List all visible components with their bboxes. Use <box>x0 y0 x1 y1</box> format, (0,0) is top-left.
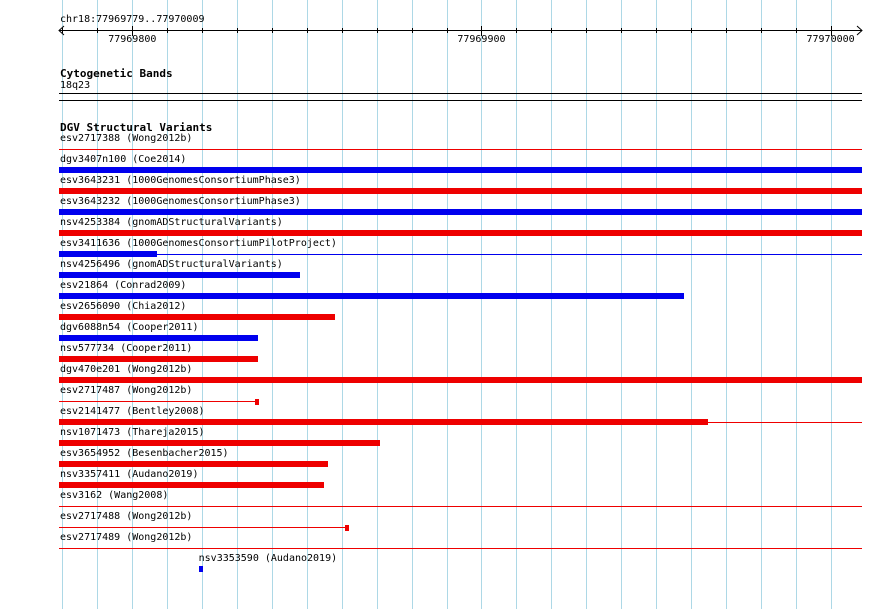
feature-label[interactable]: nsv4256496 (gnomADStructuralVariants) <box>60 259 283 270</box>
ruler-location: chr18:77969779..77970009 <box>60 14 205 25</box>
feature-bar[interactable] <box>59 167 862 173</box>
feature-line[interactable] <box>708 422 862 423</box>
feature-label[interactable]: nsv1071473 (Thareja2015) <box>60 427 205 438</box>
ruler-tick-label: 77970000 <box>806 34 855 45</box>
feature-label[interactable]: esv3654952 (Besenbacher2015) <box>60 448 229 459</box>
ruler-tick-label: 77969800 <box>108 34 157 45</box>
feature-line[interactable] <box>157 254 862 255</box>
feature-bar[interactable] <box>59 440 380 446</box>
cytoband-bar[interactable] <box>59 93 862 94</box>
feature-label[interactable]: esv3643231 (1000GenomesConsortiumPhase3) <box>60 175 301 186</box>
feature-line[interactable] <box>59 506 862 507</box>
feature-bar[interactable] <box>59 419 708 425</box>
feature-label[interactable]: esv2656090 (Chia2012) <box>60 301 187 312</box>
feature-label[interactable]: nsv4253384 (gnomADStructuralVariants) <box>60 217 283 228</box>
feature-label[interactable]: nsv577734 (Cooper2011) <box>60 343 193 354</box>
feature-label[interactable]: esv3162 (Wang2008) <box>60 490 169 501</box>
feature-label[interactable]: dgv6088n54 (Cooper2011) <box>60 322 199 333</box>
feature-label[interactable]: esv2717388 (Wong2012b) <box>60 133 193 144</box>
cytoband-track-title: Cytogenetic Bands <box>60 67 173 80</box>
dgv-track-title: DGV Structural Variants <box>60 121 213 134</box>
feature-label[interactable]: esv3411636 (1000GenomesConsortiumPilotProject) <box>60 238 337 249</box>
feature-label[interactable]: esv2717489 (Wong2012b) <box>60 532 193 543</box>
feature-label[interactable]: dgv3407n100 (Coe2014) <box>60 154 187 165</box>
section-divider <box>59 100 862 101</box>
feature-bar[interactable] <box>59 335 258 341</box>
feature-bar[interactable] <box>59 230 862 236</box>
feature-bar[interactable] <box>59 272 300 278</box>
feature-end-box[interactable] <box>255 399 259 405</box>
feature-bar[interactable] <box>59 188 862 194</box>
feature-bar[interactable] <box>59 293 684 299</box>
feature-line[interactable] <box>59 548 862 549</box>
feature-bar[interactable] <box>59 209 862 215</box>
feature-end-box[interactable] <box>345 525 349 531</box>
feature-label[interactable]: dgv470e201 (Wong2012b) <box>60 364 193 375</box>
feature-bar[interactable] <box>59 251 157 257</box>
feature-label[interactable]: esv2141477 (Bentley2008) <box>60 406 205 417</box>
feature-line[interactable] <box>59 149 862 150</box>
feature-line[interactable] <box>59 401 255 402</box>
cytoband-label[interactable]: 18q23 <box>60 80 91 91</box>
feature-label[interactable]: esv2717488 (Wong2012b) <box>60 511 193 522</box>
feature-bar[interactable] <box>199 566 203 572</box>
feature-bar[interactable] <box>59 356 258 362</box>
feature-bar[interactable] <box>59 314 335 320</box>
feature-label[interactable]: nsv3357411 (Audano2019) <box>60 469 199 480</box>
feature-bar[interactable] <box>59 377 862 383</box>
feature-bar[interactable] <box>59 461 328 467</box>
feature-label[interactable]: esv3643232 (1000GenomesConsortiumPhase3) <box>60 196 301 207</box>
ruler-tick-label: 77969900 <box>457 34 506 45</box>
feature-label[interactable]: nsv3353590 (Audano2019) <box>198 553 338 564</box>
feature-label[interactable]: esv2717487 (Wong2012b) <box>60 385 193 396</box>
feature-line[interactable] <box>59 527 345 528</box>
feature-label[interactable]: esv21864 (Conrad2009) <box>60 280 187 291</box>
feature-bar[interactable] <box>59 482 324 488</box>
